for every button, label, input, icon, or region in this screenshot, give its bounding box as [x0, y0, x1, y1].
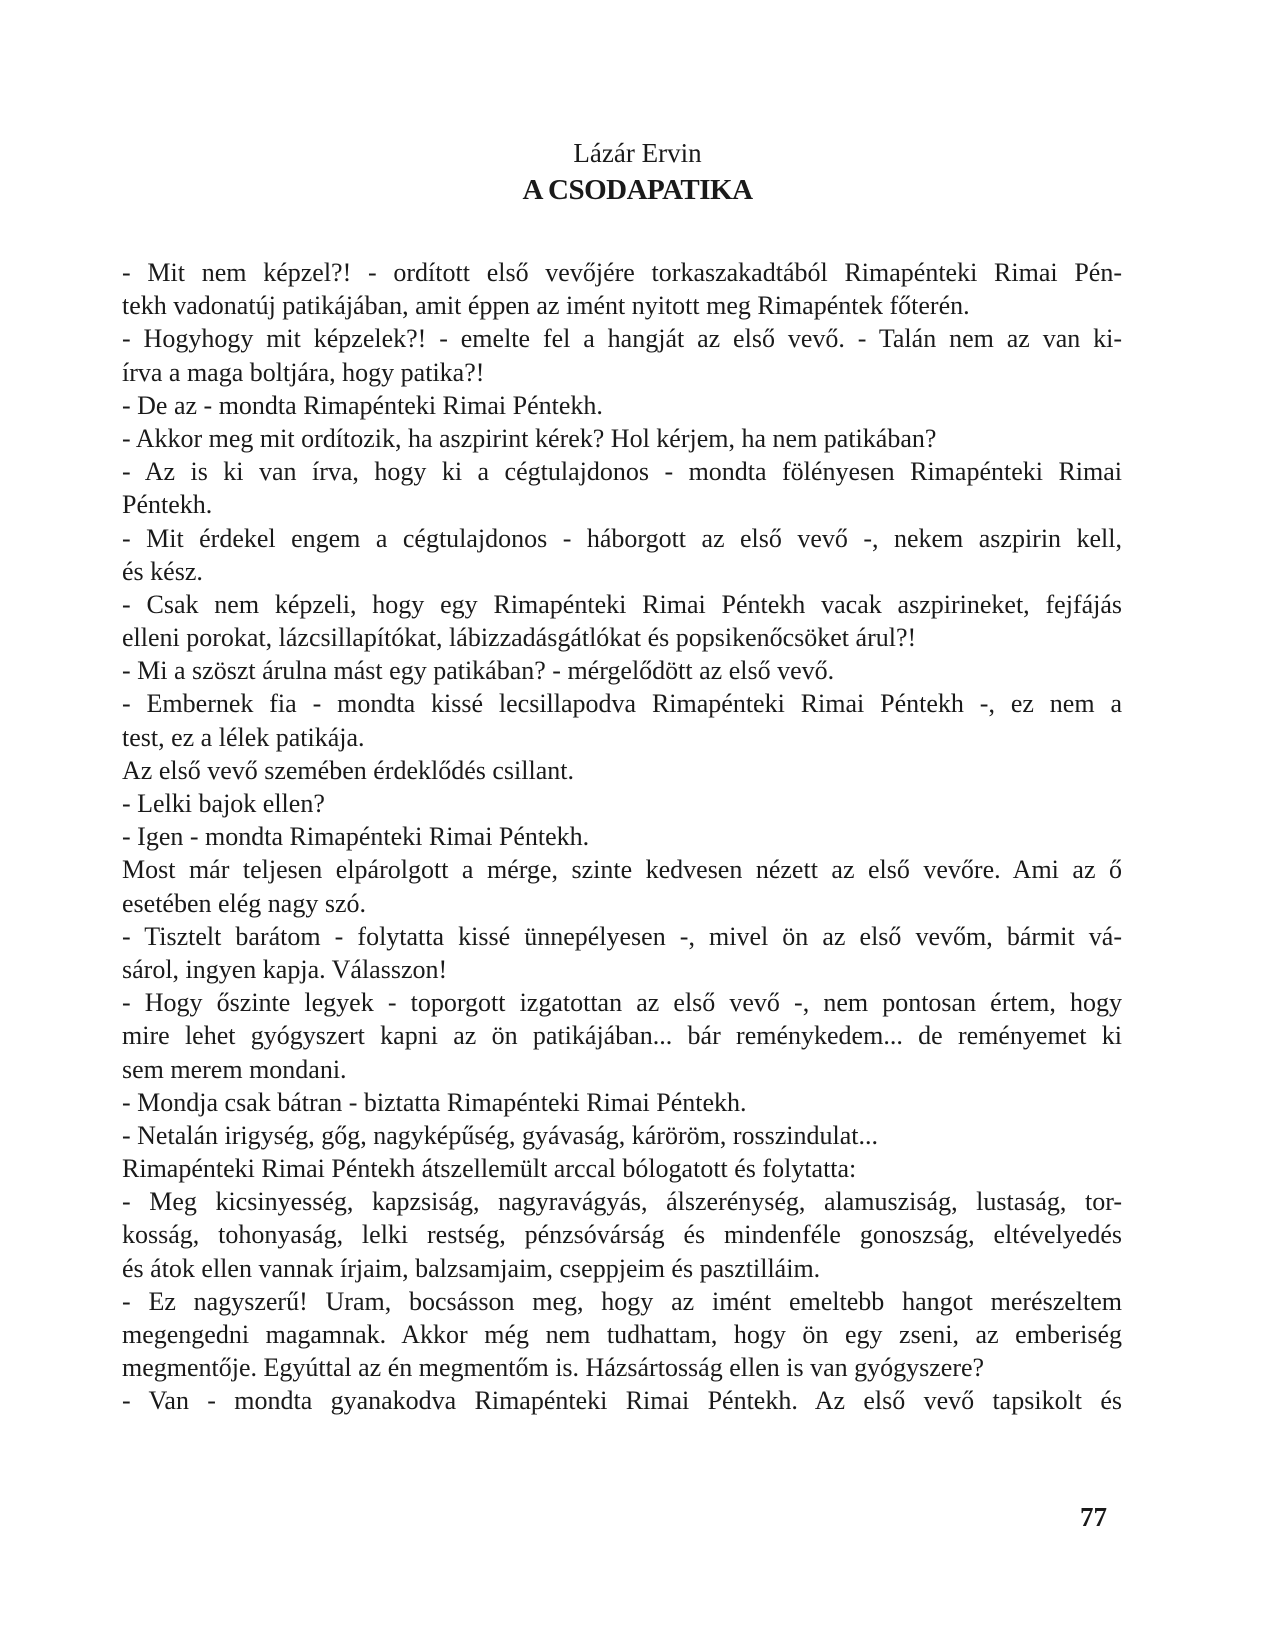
text-line: - Az is ki van írva, hogy ki a cégtulajdonos - mondta fölényesen Rimapénteki Rimai	[122, 457, 1122, 487]
text-line: írva a maga boltjára, hogy patika?!	[122, 357, 485, 387]
text-line: - Hogy őszinte legyek - toporgott izgatottan az első vevő -, nem pontosan értem, hogy	[122, 988, 1122, 1018]
text-line: - Csak nem képzeli, hogy egy Rimapénteki Rimai Péntekh vacak aszpirineket, fejfájás	[122, 589, 1122, 619]
text-line: - Hogyhogy mit képzelek?! - emelte fel a hangját az első vevő. - Talán nem az van ki-	[122, 324, 1122, 354]
text-line: és kész.	[122, 556, 203, 586]
text-line: - Netalán irigység, gőg, nagyképűség, gyávaság, káröröm, rosszindulat...	[122, 1120, 878, 1150]
text-line: - Igen - mondta Rimapénteki Rimai Péntekh.	[122, 822, 590, 852]
text-line: - Mondja csak bátran - biztatta Rimapénteki Rimai Péntekh.	[122, 1087, 747, 1117]
text-line: elleni porokat, lázcsillapítókat, lábizzadásgátlókat és popsikenőcsöket árul?!	[122, 623, 917, 653]
text-line: esetében elég nagy szó.	[122, 888, 367, 918]
text-line: - Mit érdekel engem a cégtulajdonos - háborgott az első vevő -, nekem aszpirin kell,	[122, 523, 1122, 553]
text-line: sárol, ingyen kapja. Válasszon!	[122, 954, 448, 984]
text-line: - Meg kicsinyesség, kapzsiság, nagyravágyás, álszerénység, alamusziság, lustaság, tor-	[122, 1187, 1122, 1217]
text-line: Rimapénteki Rimai Péntekh átszellemült arccal bólogatott és folytatta:	[122, 1154, 857, 1184]
text-line: - Mit nem képzel?! - ordított első vevőjére torkaszakadtából Rimapénteki Rimai Pén-	[122, 258, 1122, 287]
text-line: és átok ellen vannak írjaim, balzsamjaim, cseppjeim és pasztilláim.	[122, 1253, 821, 1283]
text-line: sem merem mondani.	[122, 1054, 347, 1084]
text-line: kosság, tohonyaság, lelki restség, pénzsóvárság és mindenféle gonoszság, eltévelyedés	[122, 1220, 1122, 1250]
story-title: A CSODAPATIKA	[522, 174, 753, 206]
text-line: - Ez nagyszerű! Uram, bocsásson meg, hogy az imént emeltebb hangot merészeltem	[122, 1286, 1122, 1316]
text-line: megmentője. Egyúttal az én megmentőm is. Házsártosság ellen is van gyógyszere?	[122, 1353, 985, 1383]
text-line: test, ez a lélek patikája.	[122, 722, 365, 752]
text-line: - Mi a szöszt árulna mást egy patikában? - mérgelődött az első vevő.	[122, 656, 835, 686]
text-line: - Tisztelt barátom - folytatta kissé ünnepélyesen -, mivel ön az első vevőm, bármit vá-	[122, 921, 1122, 951]
story-body	[122, 256, 1122, 1418]
text-line: megengedni magamnak. Akkor még nem tudhattam, hogy ön egy zseni, az emberiség	[122, 1320, 1122, 1349]
text-line: mire lehet gyógyszert kapni az ön patikájában... bár reménykedem... de reményemet ki	[122, 1021, 1122, 1051]
text-line: - De az - mondta Rimapénteki Rimai Péntekh.	[122, 390, 603, 420]
text-line: - Van - mondta gyanakodva Rimapénteki Rimai Péntekh. Az első vevő tapsikolt és	[122, 1386, 1122, 1416]
page-number: 77	[1080, 1502, 1107, 1532]
text-line: - Akkor meg mit ordítozik, ha aszpirint kérek? Hol kérjem, ha nem patikában?	[122, 423, 937, 453]
text-line: - Lelki bajok ellen?	[122, 789, 325, 818]
author-name: Lázár Ervin	[573, 138, 702, 168]
text-line: tekh vadonatúj patikájában, amit éppen az imént nyitott meg Rimapéntek főterén.	[122, 291, 970, 321]
text-line: Az első vevő szemében érdeklődés csillant.	[122, 755, 574, 785]
text-line: - Embernek fia - mondta kissé lecsillapodva Rimapénteki Rimai Péntekh -, ez nem a	[122, 689, 1122, 719]
text-line: Most már teljesen elpárolgott a mérge, szinte kedvesen nézett az első vevőre. Ami az ő	[122, 855, 1122, 885]
text-line: Péntekh.	[122, 490, 213, 520]
